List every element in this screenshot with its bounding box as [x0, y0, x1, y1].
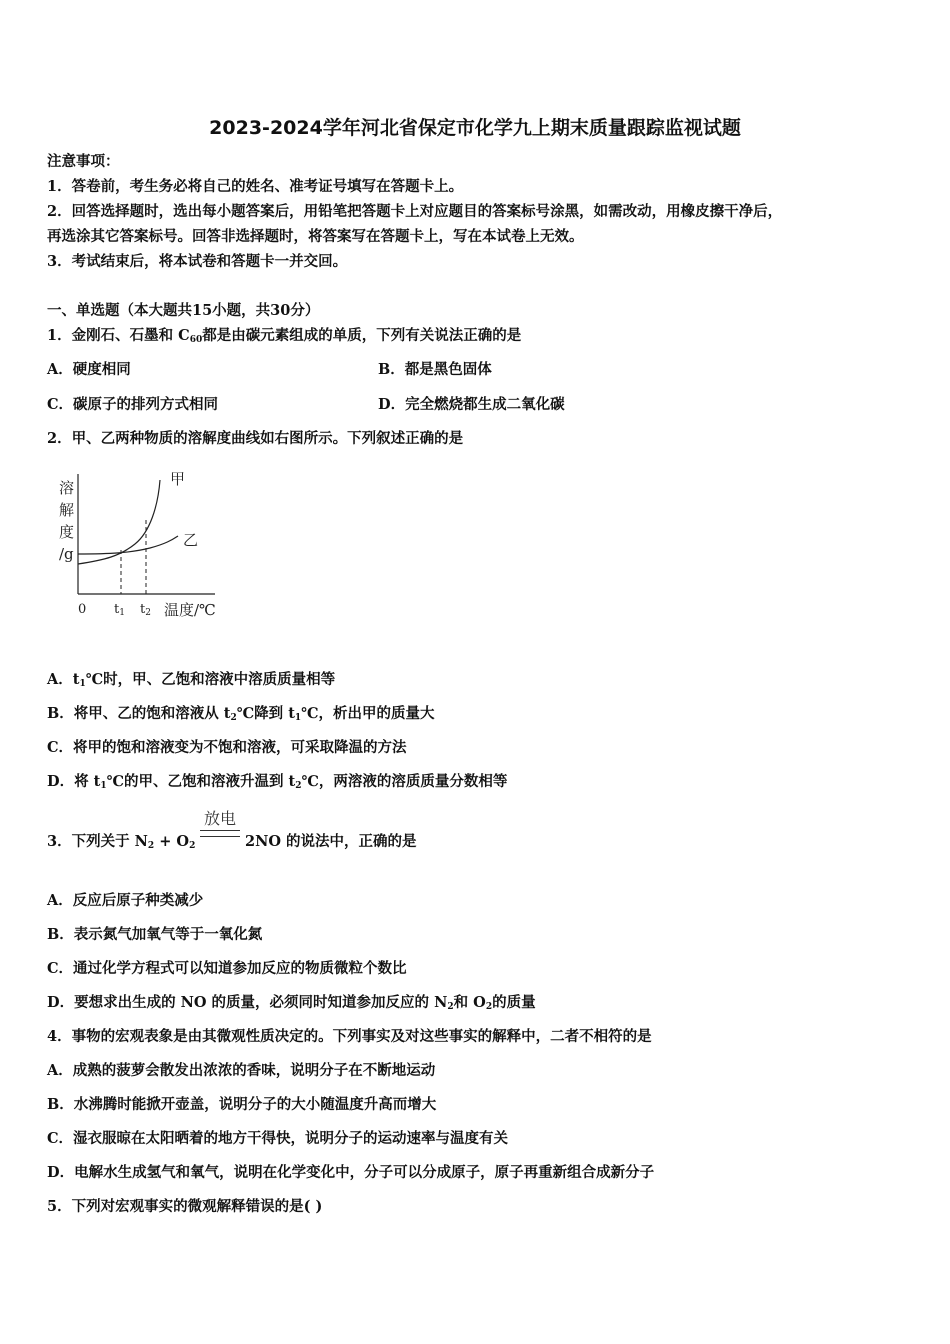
q4-option-a[interactable]: A．成熟的菠萝会散发出浓浓的香味，说明分子在不断地运动 — [47, 1062, 436, 1079]
t1-label: t1 — [114, 602, 125, 618]
q1-option-b[interactable]: B．都是黑色固体 — [378, 361, 492, 378]
q4-option-d[interactable]: D．电解水生成氢气和氧气，说明在化学变化中，分子可以分成原子，原子再重新组合成新分子 — [47, 1164, 655, 1181]
notice-item-2: 2．回答选择题时，选出每小题答案后，用铅笔把答题卡上对应题目的答案标号涂黑，如需改动，用橡皮擦干净后， — [47, 203, 783, 220]
page-title: 2023-2024学年河北省保定市化学九上期末质量跟踪监视试题 — [209, 117, 741, 139]
q3-option-c[interactable]: C．通过化学方程式可以知道参加反应的物质微粒个数比 — [47, 960, 407, 977]
equals-sign — [200, 830, 240, 837]
q3-stem-left: 3．下列关于 $N_2 + O_2$ — [47, 833, 196, 851]
curve-jia-label: 甲 — [170, 470, 186, 488]
ylabel-char-1: 溶 — [59, 479, 75, 497]
q4-stem: 4．事物的宏观表象是由其微观性质决定的。下列事实及对这些事实的解释中，二者不相符的是 — [47, 1028, 652, 1045]
q3-stem-right: 2NO 的说法中，正确的是 — [245, 833, 417, 850]
q2-option-c[interactable]: C．将甲的饱和溶液变为不饱和溶液，可采取降温的方法 — [47, 739, 407, 756]
curve-yi-label: 乙 — [183, 531, 199, 549]
ylabel-char-4: /g — [59, 545, 74, 563]
curve-jia — [78, 480, 160, 564]
notice-item-3: 3．考试结束后，将本试卷和答题卡一并交回。 — [47, 253, 348, 270]
ylabel-char-2: 解 — [59, 501, 75, 519]
q2-stem: 2．甲、乙两种物质的溶解度曲线如右图所示。下列叙述正确的是 — [47, 430, 464, 447]
reaction-condition-label: 放电 — [203, 809, 236, 828]
notice-item-1: 1．答卷前，考生务必将自己的姓名、准考证号填写在答题卡上。 — [47, 178, 464, 195]
q3-option-a[interactable]: A．反应后原子种类减少 — [47, 892, 204, 909]
q1-option-c[interactable]: C．碳原子的排列方式相同 — [47, 396, 219, 413]
origin-label: 0 — [78, 602, 87, 617]
x-axis-label: 温度/℃ — [164, 601, 216, 619]
q2-option-a[interactable]: A．$t_1℃$时，甲、乙饱和溶液中溶质质量相等 — [47, 671, 336, 689]
curve-yi — [78, 536, 178, 554]
q2-option-b[interactable]: B．将甲、乙的饱和溶液从 $t_2℃$降到 $t_1℃$，析出甲的质量大 — [47, 705, 435, 723]
notice-item-2-cont: 再选涂其它答案标号。回答非选择题时，将答案写在答题卡上，写在本试卷上无效。 — [47, 228, 584, 245]
q3-option-d[interactable]: D．要想求出生成的 NO 的质量，必须同时知道参加反应的 $N_2$和 $O_2$的质量 — [47, 994, 536, 1012]
t2-label: t2 — [140, 602, 151, 618]
q4-option-b[interactable]: B．水沸腾时能掀开壶盖，说明分子的大小随温度升高而增大 — [47, 1096, 437, 1113]
q1-option-a[interactable]: A．硬度相同 — [47, 361, 131, 378]
reaction-condition — [200, 806, 240, 837]
section-heading: 一、单选题（本大题共15小题，共30分） — [47, 302, 320, 319]
notice-heading: 注意事项： — [47, 153, 120, 170]
q1-stem: 1．金刚石、石墨和 $C_{60}$都是由碳元素组成的单质，下列有关说法正确的是 — [47, 327, 522, 345]
q1-option-d[interactable]: D．完全燃烧都生成二氧化碳 — [378, 396, 565, 413]
q4-option-c[interactable]: C．湿衣服晾在太阳晒着的地方干得快，说明分子的运动速率与温度有关 — [47, 1130, 509, 1147]
solubility-chart — [50, 466, 240, 626]
ylabel-char-3: 度 — [59, 523, 75, 541]
q2-option-d[interactable]: D．将 $t_1℃$的甲、乙饱和溶液升温到 $t_2℃$，两溶液的溶质质量分数相等 — [47, 773, 508, 791]
q3-option-b[interactable]: B．表示氮气加氧气等于一氧化氮 — [47, 926, 263, 943]
q5-stem: 5．下列对宏观事实的微观解释错误的是( ) — [47, 1198, 323, 1215]
